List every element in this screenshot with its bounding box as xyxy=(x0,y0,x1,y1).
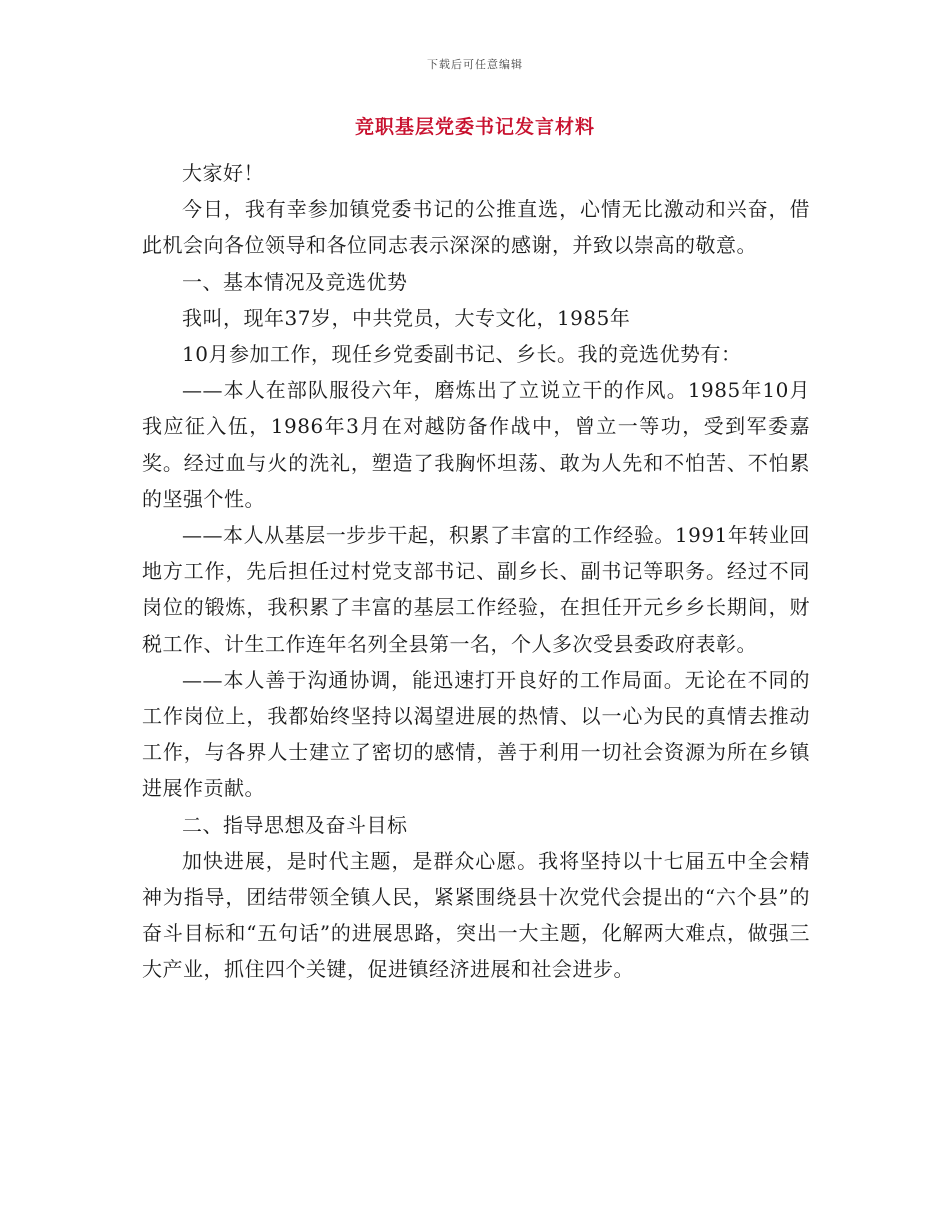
text-line: 进步。 xyxy=(572,957,634,982)
text-line: 不怕累的坚强个性。 xyxy=(142,450,811,511)
text-line: 加快进展，是时代主题，是群众心愿。我将坚持以十七届五中全 xyxy=(182,848,769,873)
document-title: 竞职基层党委书记发言材料 xyxy=(354,116,595,138)
text-line: 情去推动工作，与各界人士建立了密切的感情，善于利用一切社会资 xyxy=(142,704,811,765)
text-line: 一、基本情况及竞选优势 xyxy=(182,269,408,294)
text-line: 会精神为指导，团结带领全镇人民，紧紧围绕县十次党代会提出的 xyxy=(142,848,811,910)
greeting-paragraph xyxy=(142,155,810,191)
work-start-paragraph xyxy=(142,336,810,372)
text-line: 委政府表彰。 xyxy=(634,631,757,656)
section-heading-2 xyxy=(142,807,810,843)
text-line: ——本人在部队服役六年，磨炼出了立说立干的作风。1985年10 xyxy=(182,378,789,403)
text-line: 解两大难点，做强三大产业，抓住四个关键，促进镇经济进展和社会 xyxy=(142,921,810,982)
advantage-paragraph-2 xyxy=(142,517,810,662)
text-line: 大家好！ xyxy=(182,161,264,185)
advantage-paragraph-3 xyxy=(142,662,810,807)
text-line: 源为所在乡镇进展作贡献。 xyxy=(142,740,811,801)
text-line: 我叫，现年37岁，中共党员，大专文化，1985年 xyxy=(182,305,631,330)
self-intro-line xyxy=(142,300,810,336)
text-line: 今日，我有幸参加镇党委书记的公推直选，心情无比激动和兴奋， xyxy=(182,197,790,222)
text-line: 月我应征入伍，1986年3月在对越防备作战中，曾立一等功，受到军 xyxy=(142,378,810,439)
advantage-paragraph-1 xyxy=(142,372,810,517)
text-line: 借此机会向各位领导和各位同志表示深深的感谢，并致以崇高的敬意。 xyxy=(142,197,810,258)
header-note: 下载后可任意编辑 xyxy=(427,58,523,71)
text-line: “六个县”的奋斗目标和“五句话”的进展思路，突出一大主题，化 xyxy=(142,885,811,946)
text-line: 二、指导思想及奋斗目标 xyxy=(182,812,408,837)
opening-paragraph xyxy=(142,191,810,263)
document-body xyxy=(142,155,810,988)
text-line: 同的工作岗位上，我都始终坚持以渴望进展的热情、以一心为民的真 xyxy=(142,667,811,729)
text-line: 经过不同岗位的锻炼，我积累了丰富的基层工作经验，在担任开元乡 xyxy=(142,559,811,620)
goals-paragraph xyxy=(142,843,810,988)
text-line: 10月参加工作，现任乡党委副书记、乡长。我的竞选优势有： xyxy=(182,342,742,367)
section-heading-1 xyxy=(142,264,810,300)
text-line: ——本人从基层一步步干起，积累了丰富的工作经验。1991年转 xyxy=(182,523,769,548)
text-line: 委嘉奖。经过血与火的洗礼，塑造了我胸怀坦荡、敢为人先和不怕苦、 xyxy=(142,414,811,475)
text-line: ——本人善于沟通协调，能迅速打开良好的工作局面。无论在不 xyxy=(182,667,769,692)
text-line: 业回地方工作，先后担任过村党支部书记、副乡长、副书记等职务。 xyxy=(142,523,810,584)
text-line: 乡长期间，财税工作、计生工作连年名列全县第一名，个人多次受县 xyxy=(142,595,811,656)
